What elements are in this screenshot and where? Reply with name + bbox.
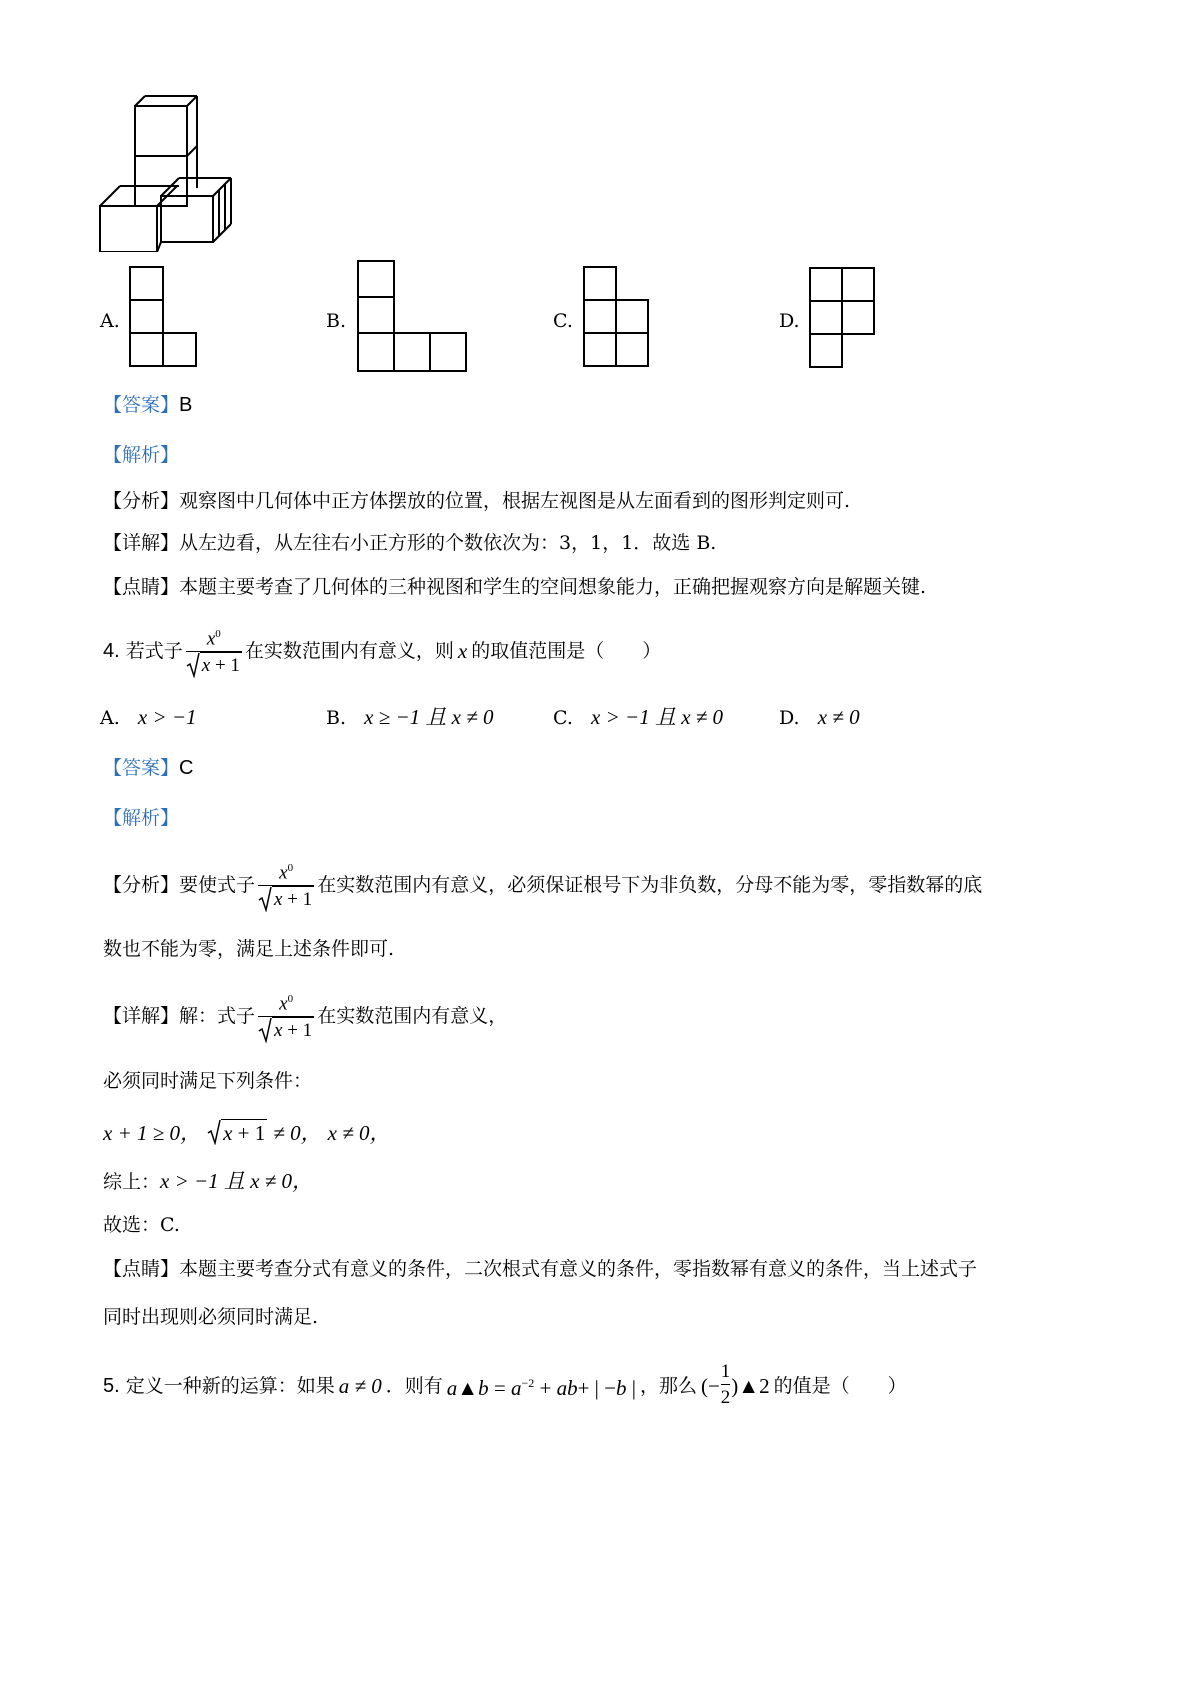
- q3-fenxi: 【分析】观察图中几何体中正方体摆放的位置，根据左视图是从左面看到的图形判定则可.: [103, 490, 851, 512]
- q4-summary: 综上：x > −1 且 x ≠ 0，: [103, 1169, 314, 1193]
- q3-option-d-label: D.: [779, 310, 800, 332]
- q4-fenxi-fraction: $\frac{x^0}{x + 1}$: [258, 856, 314, 913]
- q4-option-d: D. x ≠ 0: [779, 705, 860, 729]
- q4-option-a: A. x > −1: [100, 705, 197, 729]
- q3-dianjing: 【点睛】本题主要考查了几何体的三种视图和学生的空间想象能力，正确把握观察方向是解题关键.: [103, 576, 927, 598]
- q5-definition: a▲b = $a^{-2} + ab+$ | −b |: [446, 1376, 636, 1400]
- q4-fenxi: 【分析】 要使式子 $\frac{x^0}{x + 1}$ 在实数范围内有意义，必须保证根号下为非负数，分母不能为零，零指数幂的底: [103, 856, 982, 913]
- q3-option-b-figure: [356, 259, 470, 375]
- q4-fraction: $\frac{x^0}{x + 1}$: [186, 622, 242, 679]
- sqrt-symbol-icon: x + 1: [258, 1017, 314, 1044]
- q3-answer: 【答案】B: [103, 394, 193, 416]
- q4-option-b: B. x ≥ −1 且 x ≠ 0: [326, 705, 494, 729]
- q3-analysis-heading: 【解析】: [103, 444, 180, 466]
- q4-dianjing-line2: 同时出现则必须同时满足.: [103, 1306, 319, 1328]
- q3-option-a-label: A.: [100, 310, 120, 332]
- q5-stem: 5. 定义一种新的运算：如果 a ≠ 0 ．则有 a▲b = $a^{-2} + ab+$ | −b | ，那么 (− $\frac{1}{2}$ )▲2 的值是（ ）: [103, 1360, 907, 1411]
- q5-expression: (− $\frac{1}{2}$ )▲2: [700, 1361, 770, 1408]
- sqrt-symbol-icon: x + 1: [207, 1119, 267, 1146]
- q4-condition-intro: 必须同时满足下列条件：: [103, 1070, 313, 1092]
- q4-choose: 故选：C.: [103, 1214, 180, 1236]
- cube-stack-figure: [95, 92, 245, 252]
- q4-xiangjie-fraction: $\frac{x^0}{x + 1}$: [258, 987, 314, 1044]
- q4-stem: 4. 若式子 $\frac{x^0}{x + 1}$ 在实数范围内有意义，则 x 的取值范围是（ ）: [103, 622, 661, 679]
- sqrt-symbol-icon: x + 1: [258, 886, 314, 913]
- q4-option-c: C. x > −1 且 x ≠ 0: [553, 705, 724, 729]
- q3-xiangjie: 【详解】从左边看，从左往右小正方形的个数依次为：3，1，1．故选 B.: [103, 532, 717, 554]
- q3-option-c-label: C.: [553, 310, 573, 332]
- q3-option-c-figure: [582, 265, 652, 369]
- q3-option-b-label: B.: [326, 310, 347, 332]
- q4-dianjing: 【点睛】本题主要考查分式有意义的条件，二次根式有意义的条件，零指数幂有意义的条件，当上述式子: [103, 1258, 978, 1280]
- q4-fenxi-line2: 数也不能为零，满足上述条件即可.: [103, 938, 395, 960]
- q4-analysis-heading: 【解析】: [103, 807, 180, 829]
- sqrt-symbol-icon: x + 1: [186, 652, 242, 679]
- q3-option-d-figure: [808, 266, 878, 370]
- q3-option-a-figure: [128, 265, 200, 369]
- q4-answer: 【答案】C: [103, 757, 194, 779]
- q4-xiangjie: 【详解】 解：式子 $\frac{x^0}{x + 1}$ 在实数范围内有意义，: [103, 987, 507, 1044]
- q4-conditions: x + 1 ≥ 0， x + 1 ≠ 0， x ≠ 0，: [103, 1120, 391, 1145]
